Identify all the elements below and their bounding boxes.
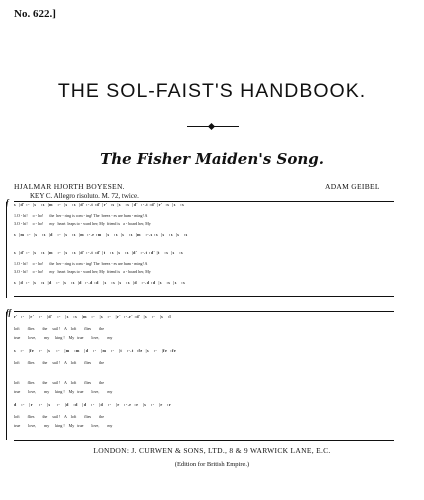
staff-rule <box>14 296 394 297</box>
lyric-verse-1: loft flies the sail ! A loft flies the <box>14 380 104 385</box>
issue-number: No. 622.] <box>14 8 56 20</box>
bass-notes: d :- |r :- |s :- |d :d |d :- |d :- |r :-.r :r |s :- |r :r <box>14 402 172 407</box>
lyric-verse-3: true love, my king ! My true love, my <box>14 389 113 394</box>
alto-notes: s :- |fe :- |s :- |m :m |d :- |m :- |t :-.t :fe |s :- |fe :fe <box>14 348 177 353</box>
system-2-dynamic: ff <box>6 308 12 317</box>
staff-rule <box>14 311 394 312</box>
lyric-verse-1: 1.O - hi! o - ho! the her - ring is com - ing! The breez - es are hum - ming! A <box>14 213 148 218</box>
edition-note: (Edition for British Empire.) <box>174 461 250 468</box>
system-1-dynamic: f <box>6 198 9 207</box>
system-2-brace <box>6 312 7 440</box>
lyric-verse-3: true love, my king ! My true love, my <box>14 335 113 340</box>
page-title: THE SOL-FAIST'S HANDBOOK. <box>57 80 367 102</box>
alto-notes: s |m :- |s :s |d :- |s :s |m :-.r :m |s :s |s :s |m :-.s :s |s :s |s :s <box>14 232 188 237</box>
lyric-verse-3: 3.O - hi! o - ho! my heart leaps to - ward her; My friend is a - board her, My <box>14 269 151 274</box>
composer-credit: ADAM GEIBEL <box>325 182 380 191</box>
lyric-verse-1: loft flies the sail ! A loft flies the <box>14 360 104 365</box>
title-ornament <box>187 124 239 130</box>
soprano-notes: s |d' :- |s :s |m :- |s :s |d' :-.t :d' |r' :s |s :s |d' :-.t :d' |r' :s |s :s <box>14 202 185 207</box>
soprano-notes: r' :- |r' :- |d' :- |s :s |m :- |s :- |r' :-.r' :d' |s :- |s :l <box>14 314 172 319</box>
tenor-notes: s |d' :- |s :s |m :- |s :s |d' :-.t :d' |t :s |s :s |d' :-.t :d' |t :s |s :s <box>14 250 184 255</box>
lyric-verse-3: 3.O - hi! o - ho! my heart leaps to - ward her; My friend is a - board her, My <box>14 221 151 226</box>
lyric-verse-1: loft flies the sail ! A loft flies the <box>14 414 104 419</box>
key-and-tempo: KEY C. Allegro risoluto. M. 72, twice. <box>30 192 139 200</box>
publisher-line: LONDON: J. CURWEN & SONS, LTD., 8 & 9 WARWICK LANE, E.C. <box>93 446 331 455</box>
lyric-verse-1: loft flies the sail ! A loft flies the <box>14 326 104 331</box>
staff-rule <box>14 201 394 202</box>
lyric-verse-1: 1.O - hi! o - ho! the her - ring is com - ing! The breez - es are hum - ming! A <box>14 261 148 266</box>
poet-credit: HJALMAR HJORTH BOYESEN. <box>14 182 125 191</box>
song-title: The Fisher Maiden's Song. <box>100 150 324 168</box>
staff-rule <box>14 440 394 441</box>
bass-notes: s |d :- |s :s |d :- |s :s |d :-.d :d |s :s |s :s |d :-.d :d |s :s |s :s <box>14 280 186 285</box>
lyric-verse-3: true love, my king ! My true love, my <box>14 423 113 428</box>
system-1-brace <box>6 202 7 298</box>
